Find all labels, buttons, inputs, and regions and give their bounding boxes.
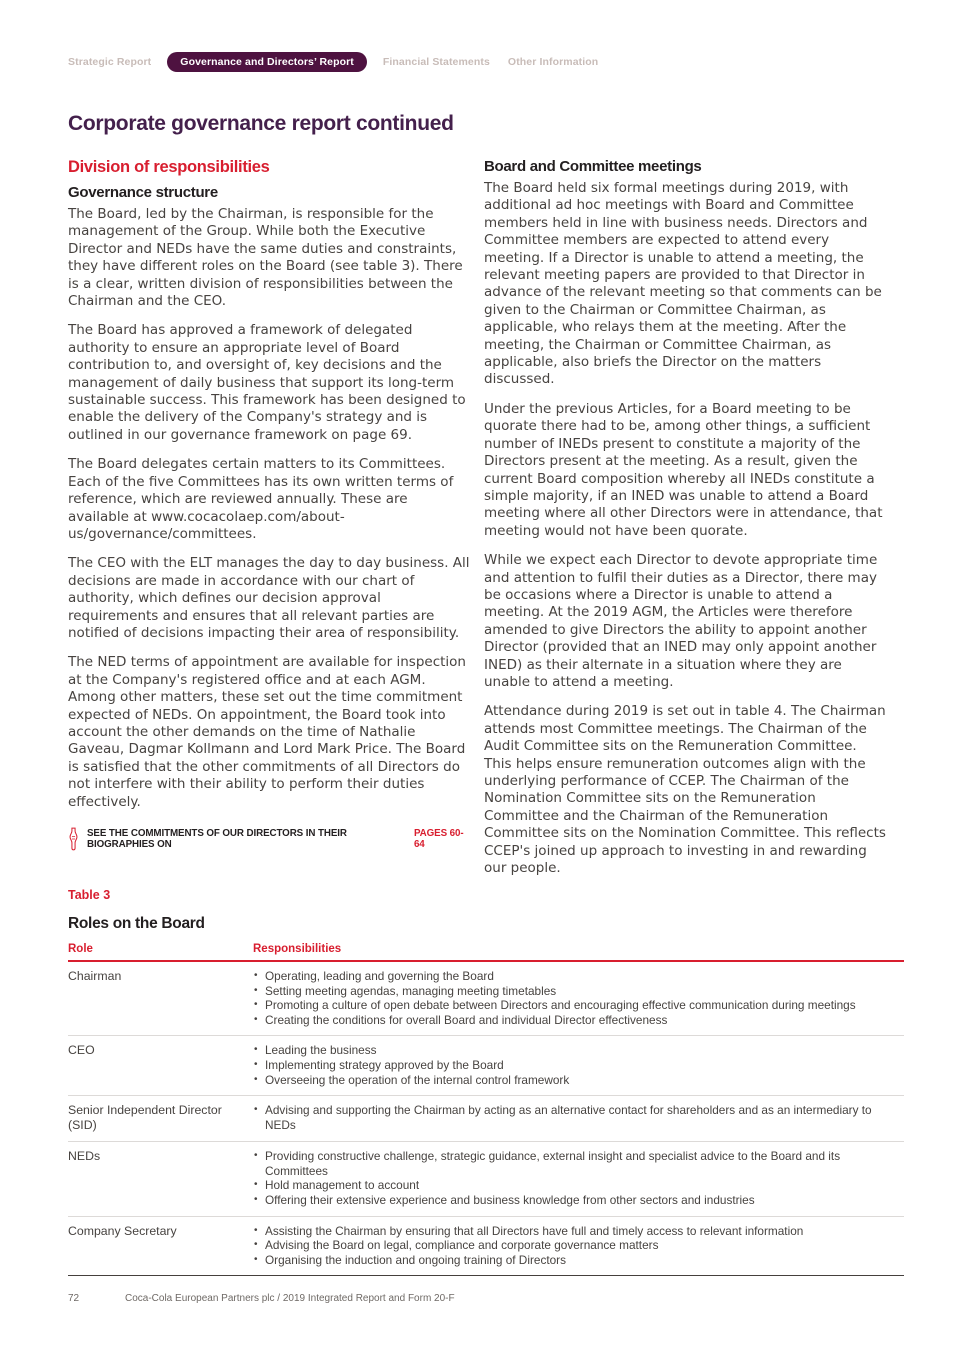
table-row bbox=[68, 1216, 904, 1276]
column-header-responsibilities: Responsibilities bbox=[253, 943, 342, 955]
top-nav bbox=[66, 52, 600, 72]
table-row bbox=[68, 1035, 904, 1095]
tab-other-information[interactable]: Other Information bbox=[507, 56, 599, 68]
bullet-item: • Overseeing the operation of the internal control framework bbox=[253, 1073, 904, 1088]
bullet-item: • Organising the induction and ongoing training of Directors bbox=[253, 1253, 904, 1268]
bottle-icon bbox=[68, 827, 79, 851]
bullet-item: • Promoting a culture of open debate between Directors and encouraging effective communication during meetings bbox=[253, 998, 904, 1013]
responsibilities-list bbox=[253, 1149, 904, 1207]
responsibilities-list bbox=[253, 1043, 904, 1087]
column-header-role: Role bbox=[68, 943, 93, 955]
left-column bbox=[68, 158, 470, 889]
left-paragraphs bbox=[68, 206, 470, 811]
table-body bbox=[68, 962, 904, 1276]
callout-text: SEE THE COMMITMENTS OF OUR DIRECTORS IN THEIR BIOGRAPHIES ON bbox=[87, 828, 347, 850]
bullet-item: • Hold management to account bbox=[253, 1178, 904, 1193]
responsibilities-list bbox=[253, 1224, 904, 1268]
bullet-item: • Assisting the Chairman by ensuring that all Directors have full and timely access to relevant information bbox=[253, 1224, 904, 1239]
bullet-item: • Advising and supporting the Chairman by acting as an alternative contact for shareholders and as an intermediary to NEDs bbox=[253, 1103, 904, 1132]
section-title-division-of-responsibilities: Division of responsibilities bbox=[68, 158, 270, 176]
tab-governance-and-directors-report[interactable]: Governance and Directors’ Report bbox=[167, 52, 367, 72]
table-header bbox=[68, 943, 904, 962]
tab-strategic-report[interactable]: Strategic Report bbox=[68, 56, 152, 68]
bullet-item: • Implementing strategy approved by the Board bbox=[253, 1058, 904, 1073]
bullet-item: • Providing constructive challenge, strategic guidance, external insight and specialist advice to the Board and its Committees bbox=[253, 1149, 904, 1178]
paragraph: The NED terms of appointment are available for inspection at the Company's registered office and at each AGM. Among other matters, these set out the time commitment expected of NEDs. On appointment, the Board took into account the other demands on the time of Nathalie Gaveau, Dagmar Kollmann and Lord Mark Price. The Board is satisfied that the other commitments of all Directors do not interfere with their ability to perform their duties effectively. bbox=[68, 654, 466, 810]
tab-financial-statements[interactable]: Financial Statements bbox=[382, 56, 490, 68]
page-number: 72 bbox=[68, 1293, 80, 1304]
role-cell: NEDs bbox=[68, 1149, 101, 1164]
bullet-item: • Creating the conditions for overall Board and individual Director effectiveness bbox=[253, 1013, 904, 1028]
paragraph: The CEO with the ELT manages the day to day business. All decisions are made in accordance with our chart of authority, which defines our decision approval requirements and ensures that all relevant parties are notified of decisions impacting their area of responsibility. bbox=[68, 555, 470, 641]
bullet-item: • Leading the business bbox=[253, 1043, 904, 1058]
cross-reference-callout bbox=[68, 827, 470, 851]
paragraph: The Board delegates certain matters to its Committees. Each of the five Committees has its own written terms of reference, which are reviewed annually. These are available at www.cocacolaep.com/about-us/governance/committees. bbox=[68, 456, 454, 542]
paragraph: The Board held six formal meetings during 2019, with additional ad hoc meetings with Board and Committee members held in line with business needs. Directors and Committee members are expected to attend every meeting. If a Director is unable to attend a meeting, the relevant meeting papers are provided to that Director in advance of the relevant meeting so that comments can be given to the Chairman or Committee Chairman, as applicable, who relays them at the meeting. After the meeting, the Chairman or Committee Chairman, as applicable, also briefs the Director on the matters discussed. bbox=[484, 180, 882, 388]
roles-table-section bbox=[68, 888, 904, 1276]
table-row bbox=[68, 1095, 904, 1141]
role-cell: Company Secretary bbox=[68, 1223, 177, 1238]
section-title-board-and-committee-meetings: Board and Committee meetings bbox=[484, 158, 702, 175]
bullet-item: • Operating, leading and governing the Board bbox=[253, 969, 904, 984]
right-paragraphs bbox=[484, 180, 886, 877]
callout-page-link[interactable]: PAGES 60-64 bbox=[413, 828, 464, 850]
paragraph: The Board, led by the Chairman, is responsible for the management of the Group. While both the Executive Director and NEDs have the same duties and constraints, they have different roles on the Board (see table 3). There is a clear, written division of responsibilities between the Chairman and the CEO. bbox=[68, 206, 463, 310]
bullet-item: • Offering their extensive experience and business knowledge from other sectors and industries bbox=[253, 1193, 904, 1208]
role-cell: Chairman bbox=[68, 969, 122, 983]
table-row bbox=[68, 1141, 904, 1215]
table-row bbox=[68, 962, 904, 1035]
bullet-item: • Advising the Board on legal, compliance and corporate governance matters bbox=[253, 1238, 904, 1253]
subsection-title-governance-structure: Governance structure bbox=[68, 184, 218, 201]
role-cell: CEO bbox=[68, 1043, 95, 1058]
table-title: Roles on the Board bbox=[68, 915, 205, 932]
page-footer bbox=[68, 1293, 455, 1304]
footer-text: Coca-Cola European Partners plc / 2019 Integrated Report and Form 20-F bbox=[125, 1293, 455, 1304]
paragraph: Under the previous Articles, for a Board meeting to be quorate there had to be, among other things, a sufficient number of INEDs present to constitute a majority of the Directors present at the meeting. As a result, given the current Board composition whereby all INEDs constitute a simple majority, if an INED was unable to attend a Board meeting where all other Directors were in attendance, that meeting would not have been quorate. bbox=[484, 400, 883, 539]
page-title: Corporate governance report continued bbox=[68, 112, 454, 135]
paragraph: Attendance during 2019 is set out in table 4. The Chairman attends most Committee meetings. The Chairman of the Audit Committee sits on the Remuneration Committee. This helps ensure remuneration outcomes align with the underlying performance of CCEP. The Chairman of the Nomination Committee sits on the Remuneration Committee and the Chairman of the Remuneration Committee sits on the Nomination Committee. This reflects CCEP's joined up approach to investing in and rewarding our people. bbox=[484, 703, 886, 877]
responsibilities-list bbox=[253, 969, 904, 1027]
responsibilities-list bbox=[253, 1103, 904, 1133]
paragraph: The Board has approved a framework of delegated authority to ensure an appropriate level of Board contribution to, and oversight of, key decisions and the management of daily business that support its long-term sustainable success. This framework has been designed to enable the delivery of the Company's strategy and is outlined in our governance framework on page 69. bbox=[68, 322, 466, 443]
two-column-body bbox=[68, 158, 886, 889]
right-column bbox=[484, 158, 886, 889]
role-cell: Senior Independent Director (SID) bbox=[68, 1103, 222, 1133]
paragraph: While we expect each Director to devote appropriate time and attention to fulfil their duties as a Director, there may be occasions where a Director is unable to attend a meeting. At the 2019 AGM, the Articles were therefore amended to give Directors the ability to appoint another Director (provided that an INED may only appoint another INED) as their alternate in a situation where they are unable to attend a meeting. bbox=[484, 552, 878, 690]
bullet-item: • Setting meeting agendas, managing meeting timetables bbox=[253, 984, 904, 999]
table-label: Table 3 bbox=[68, 888, 111, 902]
